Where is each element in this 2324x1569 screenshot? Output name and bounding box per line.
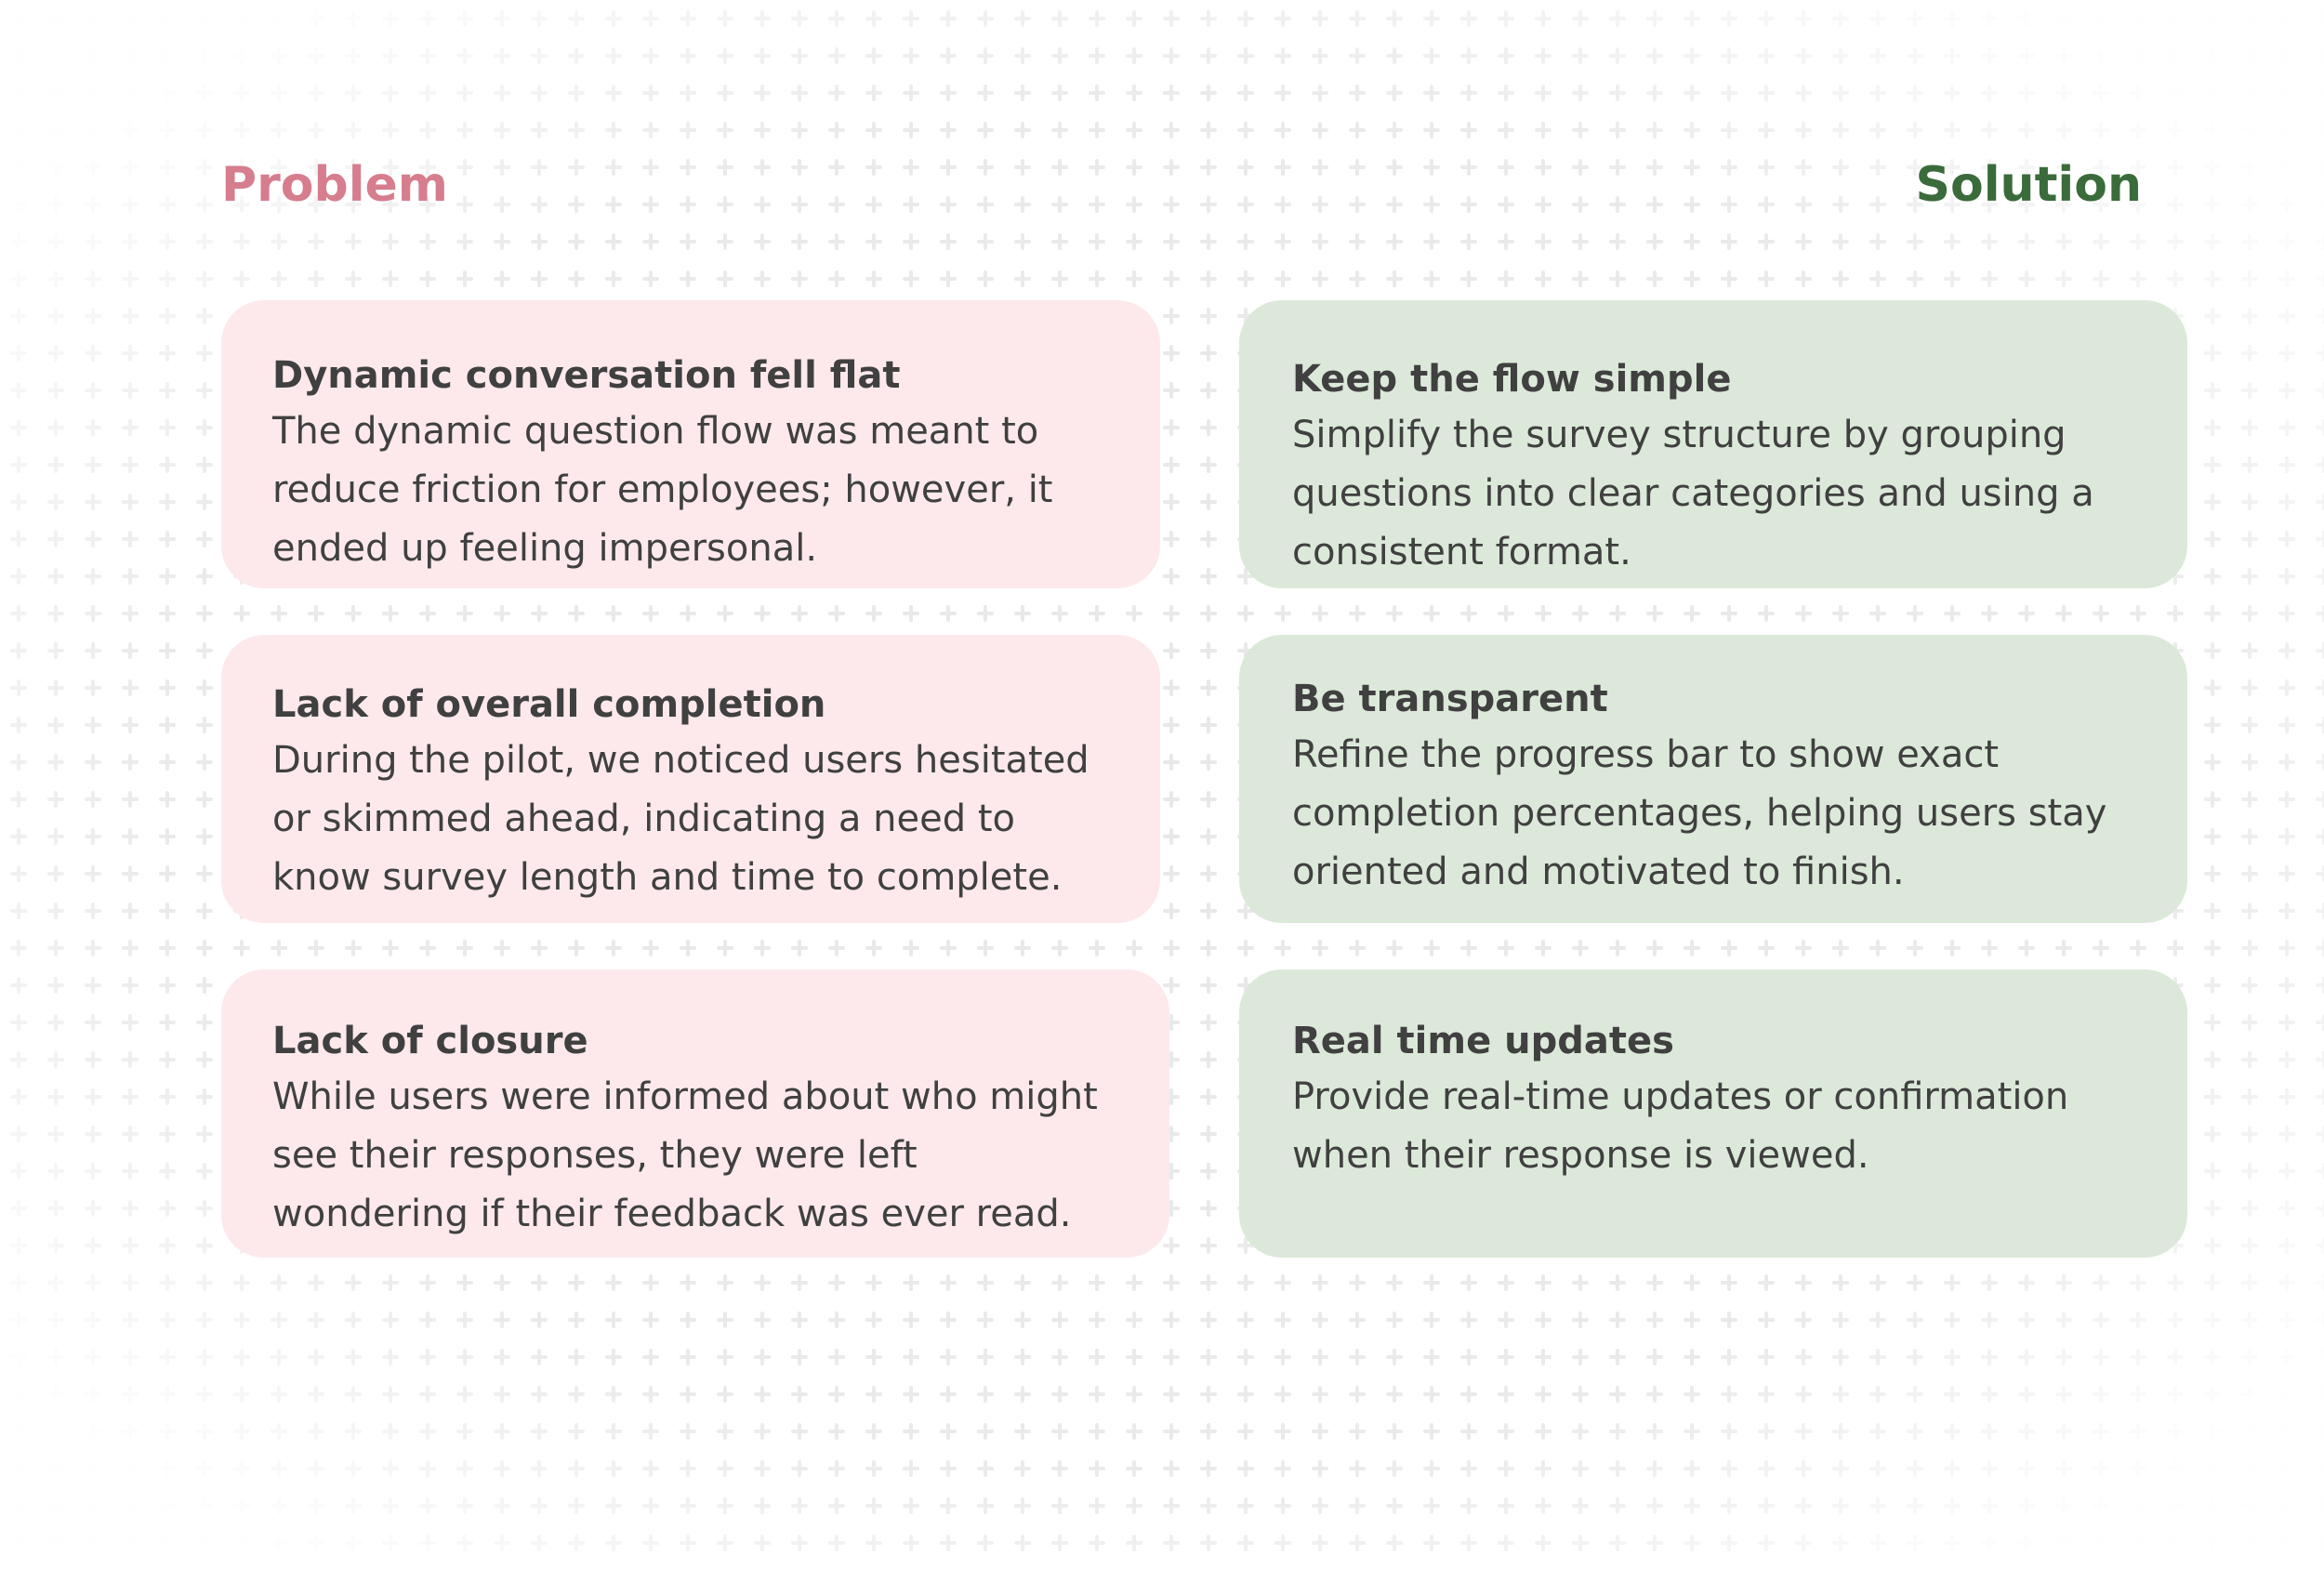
solution-card-text: Simplify the survey structure by grouping questions into clear categories and using a consistent format. bbox=[1292, 414, 2094, 574]
problem-card-text: During the pilot, we noticed users hesitated or skimmed ahead, indicating a need to know survey length and time to complete. bbox=[272, 739, 1089, 899]
problem-card-text: The dynamic question flow was meant to reduce friction for employees; however, it ended up feeling impersonal. bbox=[272, 410, 1053, 570]
solution-card-real-time bbox=[1239, 969, 2187, 1258]
solution-card-title: Be transparent bbox=[1292, 678, 1608, 720]
problem-card-text: While users were informed about who might see their responses, they were left wondering if their feedback was ever read. bbox=[272, 1075, 1098, 1235]
problem-card-closure bbox=[221, 969, 1169, 1258]
problem-card-title: Lack of overall completion bbox=[272, 683, 826, 726]
solution-card-title: Real time updates bbox=[1292, 1020, 1674, 1062]
solution-card-text: Provide real-time updates or confirmation when their response is viewed. bbox=[1292, 1075, 2069, 1177]
solution-heading: Solution bbox=[1915, 157, 2142, 213]
solution-card-text: Refine the progress bar to show exact completion percentages, helping users stay oriented and motivated to finish. bbox=[1292, 733, 2107, 893]
problem-card-title: Lack of closure bbox=[272, 1020, 588, 1062]
problem-card-dynamic-conversation bbox=[221, 300, 1160, 588]
problem-card-completion bbox=[221, 635, 1160, 923]
problem-card-title: Dynamic conversation fell flat bbox=[272, 354, 901, 397]
solution-card-title: Keep the flow simple bbox=[1292, 358, 1732, 401]
problem-heading: Problem bbox=[221, 157, 448, 213]
solution-card-transparent bbox=[1239, 635, 2187, 923]
solution-card-simple-flow bbox=[1239, 300, 2187, 588]
